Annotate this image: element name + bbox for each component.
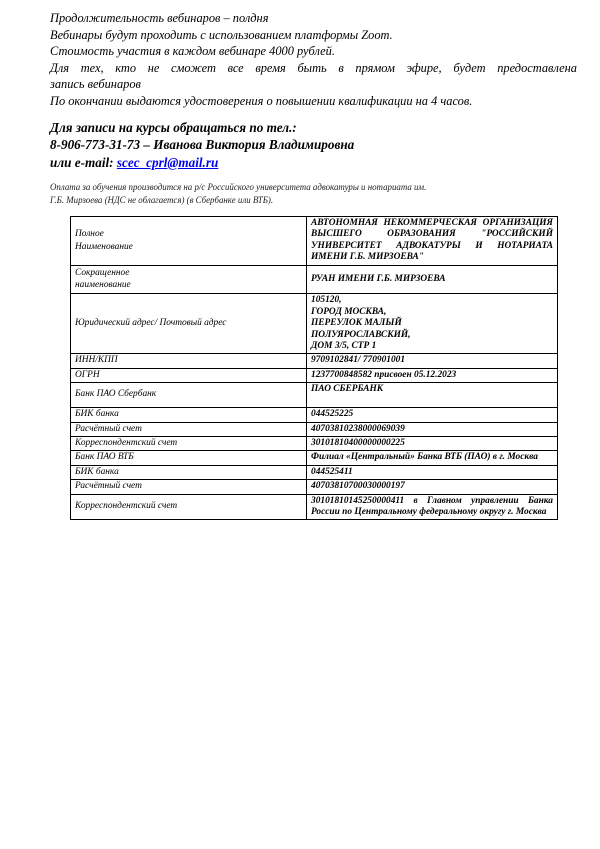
vtb-bank-label: Банк ПАО ВТБ [71,451,307,465]
table-row [71,465,558,479]
sber-bik-value: 044525225 [307,408,558,422]
contact-block [50,119,577,172]
vtb-bank-value: Филиал «Центральный» Банка ВТБ (ПАО) в г. Москва [307,451,558,465]
contact-email-line [50,154,577,172]
table-row [71,451,558,465]
payment-note-line2: Г.Б. Мирзоева (НДС не облагается) (в Сбербанке или ВТБ). [50,194,274,205]
recording-text-line2: запись вебинаров [50,77,141,92]
webinar-info [50,10,577,110]
table-row [71,368,558,382]
table-row [71,408,558,422]
vtb-corr-account-label: Корреспондентский счет [71,494,307,520]
table-row [71,494,558,520]
sber-account-value: 40703810238000069039 [307,422,558,436]
sber-bank-label: Банк ПАО Сбербанк [71,383,307,408]
vtb-corr-account-value: 30101810145250000411 в Главном управлении Банка России по Центральному федеральному округу г. Москва [307,494,558,520]
table-row [71,383,558,408]
payment-note [50,181,577,206]
table-row [71,436,558,450]
inn-kpp-value: 9709102841/ 770901001 [307,354,558,368]
payment-note-line1: Оплата за обучения производится на р/с Российского университета адвокатуры и нотариата им. [50,182,427,193]
short-name-value: РУАН ИМЕНИ Г.Б. МИРЗОЕВА [307,265,558,294]
inn-kpp-label: ИНН/КПП [71,354,307,368]
sber-corr-account-label: Корреспондентский счет [71,436,307,450]
cost-text: Стоимость участия в каждом вебинаре 4000 рублей. [50,44,335,59]
document-page [50,10,577,520]
sber-corr-account-value: 30101810400000000225 [307,436,558,450]
email-prefix: или e-mail: [50,154,117,170]
recording-text-line1: Для тех, кто не сможет все время быть в прямом эфире, будет предоставлена [50,60,577,75]
table-row [71,294,558,354]
sber-account-label: Расчётный счет [71,422,307,436]
certificate-text: По окончании выдаются удостоверения о повышении квалификации на 4 часов. [50,93,473,108]
full-name-value: АВТОНОМНАЯ НЕКОММЕРЧЕСКАЯ ОРГАНИЗАЦИЯ ВЫСШЕГО ОБРАЗОВАНИЯ "РОССИЙСКИЙ УНИВЕРСИТЕТ АДВОКАТУРЫ И НОТАРИАТА ИМЕНИ Г.Б. МИРЗОЕВА" [307,217,558,266]
table-row [71,354,558,368]
sber-bik-label: БИК банка [71,408,307,422]
vtb-bik-value: 044525411 [307,465,558,479]
full-name-label: Полное Наименование [71,217,307,266]
ogrn-label: ОГРН [71,368,307,382]
table-row [71,422,558,436]
vtb-bik-label: БИК банка [71,465,307,479]
table-row [71,217,558,266]
vtb-account-value: 40703810700030000197 [307,480,558,494]
address-label: Юридический адрес/ Почтовый адрес [71,294,307,354]
table-row [71,265,558,294]
ogrn-value: 1237700848582 присвоен 05.12.2023 [307,368,558,382]
short-name-label: Сокращенное наименование [71,265,307,294]
sber-bank-value: ПАО СБЕРБАНК [307,383,558,408]
vtb-account-label: Расчётный счет [71,480,307,494]
duration-text: Продолжительность вебинаров – полдня [50,11,269,25]
table-row [71,480,558,494]
contact-phone: 8-906-773-31-73 – Иванова Виктория Владимировна [50,137,355,153]
address-value: 105120, ГОРОД МОСКВА, ПЕРЕУЛОК МАЛЫЙ ПОЛУЯРОСЛАВСКИЙ, ДОМ 3/5, СТР 1 [307,294,558,354]
contact-heading: Для записи на курсы обращаться по тел.: [50,119,297,135]
email-link[interactable]: scec_cprl@mail.ru [116,154,219,170]
platform-text: Вебинары будут проходить с использованием платформы Zoom. [50,27,393,42]
requisites-table [70,216,558,520]
